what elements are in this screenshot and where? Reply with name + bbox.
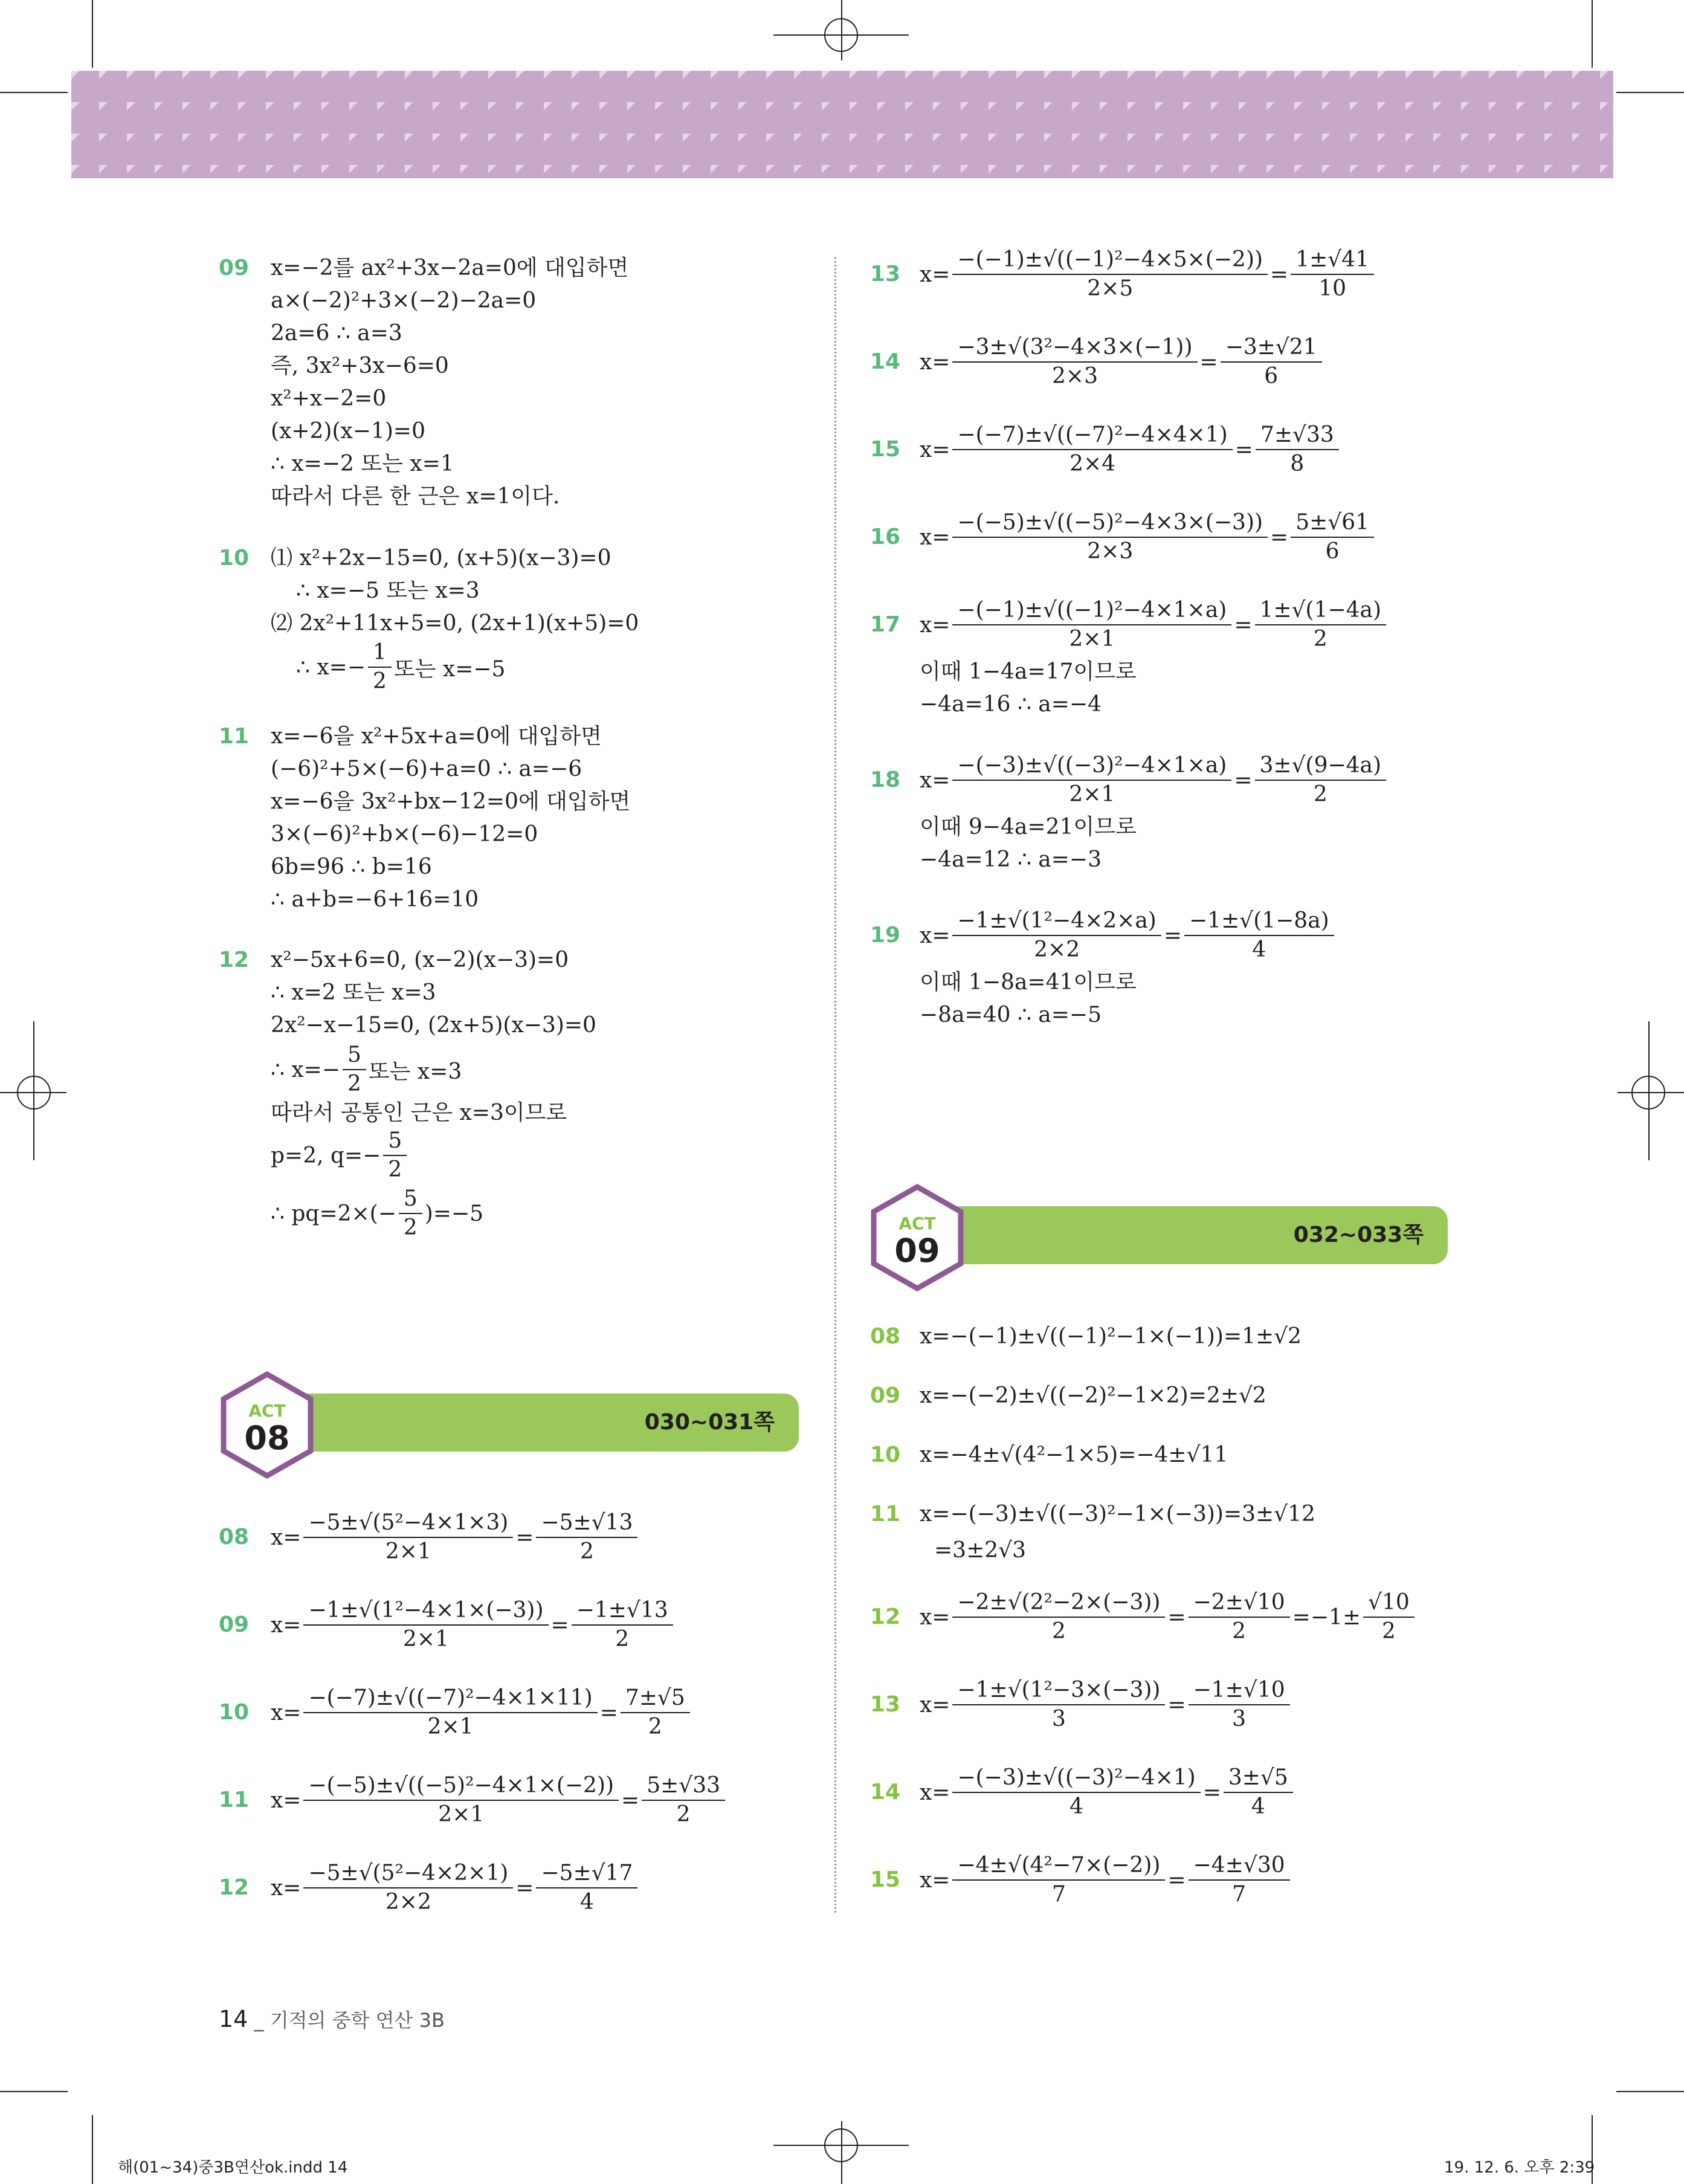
print-slug-file: 해(01~34)중3B연산ok.indd 14 xyxy=(118,2159,348,2177)
denominator: 2×1 xyxy=(403,1627,449,1652)
numerator: 7±√33 xyxy=(1256,421,1339,450)
book-title: 기적의 중학 연산 3B xyxy=(269,2009,445,2032)
text: x= xyxy=(271,1875,302,1901)
crop-mark xyxy=(1616,2091,1684,2092)
numerator: −(−7)±√((−7)²−4×4×1) xyxy=(952,421,1232,450)
denominator: 2 xyxy=(615,1627,630,1652)
solution-line: 2x²−x−15=0, (2x+5)(x−3)=0 xyxy=(271,1013,596,1038)
text: x= xyxy=(920,612,950,638)
crop-mark xyxy=(92,0,93,68)
text: 또는 x=3 xyxy=(368,1059,462,1084)
act-header-bar xyxy=(916,1206,1448,1264)
fraction xyxy=(1221,334,1322,390)
solution-line: x= $\frac{\text{−(−7)±√((−7)²−4×4×1)}}{2\times 4}$ = $\frac{7\pm√33}{8}$ xyxy=(920,422,1341,477)
numerator: −5±√13 xyxy=(536,1509,637,1538)
solution-line: x= $\frac{\text{−4±√(4²−7×(−2))}}{7}$ = $\frac{-4\pm√30}{7}$ xyxy=(920,1852,1292,1908)
problem-number: 19 xyxy=(870,923,901,948)
numerator: −1±√(1²−4×2×a) xyxy=(952,907,1161,936)
text: ∴ x=− xyxy=(296,654,366,680)
fraction xyxy=(303,1597,548,1653)
solution-line: x= $\frac{\text{−(−1)±√((−1)²−4×1×a)}}{2\times 1}$ = $\frac{1\pm√(1-4a)}{2}$ xyxy=(920,597,1389,653)
fraction xyxy=(1189,1676,1290,1733)
numerator: −(−5)±√((−5)²−4×3×(−3)) xyxy=(952,509,1268,538)
problem-number: 14 xyxy=(870,1780,901,1804)
denominator: 2 xyxy=(676,1802,691,1827)
crop-mark xyxy=(1592,0,1593,68)
problem-number: 15 xyxy=(870,437,901,462)
fraction xyxy=(343,1041,366,1098)
problem-number: 08 xyxy=(870,1324,901,1349)
solution-line: x=−(−2)±√((−2)²−1×2)=2±√2 xyxy=(920,1383,1266,1408)
solution-line: 따라서 공통인 근은 x=3이므로 xyxy=(271,1100,567,1125)
problem-number: 12 xyxy=(870,1604,901,1629)
numerator: −4±√30 xyxy=(1189,1852,1290,1881)
denominator: 2×3 xyxy=(1087,539,1134,564)
numerator: 3±√5 xyxy=(1224,1764,1293,1793)
text: )=−5 xyxy=(424,1201,484,1226)
solution-line: x²+x−2=0 xyxy=(271,386,387,411)
problem-number: 10 xyxy=(219,546,250,570)
crop-mark xyxy=(92,2115,93,2184)
numerator: 1 xyxy=(368,639,392,668)
problem-number: 09 xyxy=(870,1383,901,1408)
fraction xyxy=(536,1509,637,1566)
denominator: 2×1 xyxy=(438,1802,485,1827)
fraction xyxy=(952,1764,1200,1821)
numerator: −1±√13 xyxy=(572,1597,673,1626)
text: 또는 x=−5 xyxy=(393,656,506,682)
problem-number: 08 xyxy=(219,1525,250,1549)
act-header-bar xyxy=(266,1394,799,1452)
page-range: 030~031쪽 xyxy=(644,1410,775,1435)
fraction xyxy=(952,509,1268,566)
fraction xyxy=(572,1597,673,1653)
denominator: 2 xyxy=(648,1714,662,1739)
solution-line: ⑴ x²+2x−15=0, (x+5)(x−3)=0 xyxy=(271,546,611,570)
problem-number: 11 xyxy=(870,1502,901,1527)
fraction xyxy=(1255,752,1387,809)
fraction xyxy=(383,1127,407,1184)
act-badge xyxy=(869,1183,966,1292)
fraction xyxy=(1291,246,1374,303)
fraction xyxy=(1363,1589,1415,1646)
numerator: −(−7)±√((−7)²−4×1×11) xyxy=(303,1684,597,1713)
crop-mark xyxy=(33,1021,34,1160)
crop-mark xyxy=(0,2091,68,2092)
fraction xyxy=(303,1859,513,1916)
numerator: 7±√5 xyxy=(621,1684,690,1713)
denominator: 2 xyxy=(372,669,387,694)
text: ∴ x=− xyxy=(271,1057,340,1082)
numerator: −5±√(5²−4×2×1) xyxy=(303,1859,513,1888)
numerator: 5 xyxy=(383,1127,407,1156)
fraction xyxy=(1256,421,1339,478)
text: x= xyxy=(920,262,950,287)
fraction xyxy=(952,421,1232,478)
solution-line: 3×(−6)²+b×(−6)−12=0 xyxy=(271,822,538,847)
numerator: −4±√(4²−7×(−2)) xyxy=(952,1852,1165,1881)
text: x= xyxy=(271,1525,302,1550)
denominator: 8 xyxy=(1290,451,1305,476)
text: x= xyxy=(920,923,950,948)
problem-number: 12 xyxy=(219,948,250,972)
numerator: −2±√(2²−2×(−3)) xyxy=(952,1589,1165,1618)
fraction xyxy=(399,1185,422,1242)
solution-line: x= $\frac{\text{−5±√(5²−4×1×3)}}{2\times 1}$ = $\frac{-5\pm√13}{2}$ xyxy=(271,1510,640,1565)
denominator: 4 xyxy=(1251,1794,1265,1819)
denominator: 2 xyxy=(1232,1619,1247,1644)
numerator: 5±√61 xyxy=(1291,509,1374,538)
solution-line: x= $\frac{\text{−1±√(1²−4×2×a)}}{2\times 2}$ = $\frac{-1\pm√(1-8a)}{4}$ xyxy=(920,908,1337,963)
denominator: 2 xyxy=(1381,1619,1396,1644)
numerator: 5±√33 xyxy=(642,1772,725,1801)
fraction xyxy=(621,1684,690,1741)
numerator: −3±√21 xyxy=(1221,334,1322,363)
fraction xyxy=(303,1684,597,1741)
solution-line: x= $\frac{\text{−(−3)±√((−3)²−4×1)}}{4}$ = $\frac{3\pm√5}{4}$ xyxy=(920,1765,1295,1820)
solution-line: −4a=16 ∴ a=−4 xyxy=(920,692,1102,717)
separator: _ xyxy=(254,2009,264,2032)
fraction xyxy=(952,246,1268,303)
text: =−1± xyxy=(1292,1604,1361,1630)
numerator: √10 xyxy=(1363,1589,1415,1618)
numerator: −1±√(1²−3×(−3)) xyxy=(952,1676,1165,1705)
fraction xyxy=(303,1772,619,1829)
problem-number: 13 xyxy=(870,1692,901,1717)
denominator: 2 xyxy=(1313,627,1328,651)
solution-line: =3±2√3 xyxy=(934,1538,1026,1563)
crop-mark xyxy=(1648,1021,1650,1160)
denominator: 4 xyxy=(1069,1794,1084,1819)
denominator: 2×3 xyxy=(1052,364,1098,389)
act-label: ACT xyxy=(248,1401,286,1421)
fraction xyxy=(1184,907,1334,964)
numerator: −(−1)±√((−1)²−4×1×a) xyxy=(952,596,1231,625)
solution-line: 6b=96 ∴ b=16 xyxy=(271,855,432,879)
solution-line: 즉, 3x²+3x−6=0 xyxy=(271,354,449,378)
solution-line: a×(−2)²+3×(−2)−2a=0 xyxy=(271,288,537,313)
page-footer xyxy=(219,2005,445,2033)
solution-line: x= $\frac{\text{−1±√(1²−4×1×(−3))}}{2\times 1}$ = $\frac{-1\pm√13}{2}$ xyxy=(271,1597,676,1653)
denominator: 2 xyxy=(579,1539,594,1564)
fraction xyxy=(1255,596,1387,653)
denominator: 2×1 xyxy=(427,1714,474,1739)
fraction xyxy=(1189,1852,1290,1908)
solution-line: x=−(−3)±√((−3)²−1×(−3))=3±√12 xyxy=(920,1502,1315,1527)
denominator: 2×1 xyxy=(1069,782,1115,807)
problem-number: 13 xyxy=(870,262,901,286)
fraction xyxy=(368,639,392,696)
solution-line: x=−6을 x²+5x+a=0에 대입하면 xyxy=(271,724,602,749)
solution-line: x= $\frac{\text{−(−3)±√((−3)²−4×1×a)}}{2\times 1}$ = $\frac{3\pm√(9-4a)}{2}$ xyxy=(920,752,1389,808)
problem-number: 11 xyxy=(219,724,250,749)
fraction xyxy=(952,334,1197,390)
solution-line: x=−6을 3x²+bx−12=0에 대입하면 xyxy=(271,789,631,814)
denominator: 4 xyxy=(1252,937,1266,962)
solution-line: x=−4±√(4²−1×5)=−4±√11 xyxy=(920,1443,1228,1467)
numerator: −3±√(3²−4×3×(−1)) xyxy=(952,334,1197,363)
denominator: 2 xyxy=(347,1071,361,1096)
text: p=2, q=− xyxy=(271,1143,381,1168)
numerator: −(−3)±√((−3)²−4×1×a) xyxy=(952,752,1231,781)
solution-line xyxy=(296,639,505,695)
denominator: 6 xyxy=(1325,539,1340,564)
problem-number: 18 xyxy=(870,767,901,792)
solution-line xyxy=(271,1042,462,1097)
denominator: 2×1 xyxy=(385,1539,431,1564)
page-range: 032~033쪽 xyxy=(1293,1223,1424,1247)
text: ∴ pq=2×(− xyxy=(271,1201,396,1226)
act-number: 09 xyxy=(894,1232,940,1270)
numerator: −1±√(1−8a) xyxy=(1184,907,1334,936)
solution-line: x=−2를 ax²+3x−2a=0에 대입하면 xyxy=(271,256,629,280)
column-divider xyxy=(834,257,836,1913)
solution-line: x= $\frac{\text{−2±√(2²−2×(−3))}}{2}$ = $\frac{-2\pm√10}{2}$ =−1± $\frac{√10}{2}$ xyxy=(920,1589,1417,1645)
problem-number: 14 xyxy=(870,349,901,374)
solution-line xyxy=(271,1128,409,1183)
crop-mark xyxy=(841,0,842,60)
solution-line: −8a=40 ∴ a=−5 xyxy=(920,1003,1102,1027)
problem-number: 10 xyxy=(870,1443,901,1467)
text: x= xyxy=(920,349,950,375)
denominator: 2×1 xyxy=(1069,627,1115,651)
fraction xyxy=(952,752,1231,809)
print-slug-date: 19. 12. 6. 오후 2:39 xyxy=(1444,2159,1595,2177)
crop-mark xyxy=(1616,92,1684,93)
problem-number: 11 xyxy=(219,1788,250,1812)
fraction xyxy=(1291,509,1374,566)
denominator: 7 xyxy=(1052,1882,1066,1907)
numerator: −(−5)±√((−5)²−4×1×(−2)) xyxy=(303,1772,619,1801)
denominator: 2 xyxy=(1052,1619,1066,1644)
problem-number: 09 xyxy=(219,1612,250,1637)
text: x= xyxy=(920,1604,950,1630)
solution-line: ⑵ 2x²+11x+5=0, (2x+1)(x+5)=0 xyxy=(271,611,639,636)
fraction xyxy=(1189,1589,1290,1646)
fraction xyxy=(1224,1764,1293,1821)
fraction xyxy=(536,1859,637,1916)
numerator: −5±√(5²−4×1×3) xyxy=(303,1509,513,1538)
solution-line: 이때 1−4a=17이므로 xyxy=(920,659,1137,684)
denominator: 2×4 xyxy=(1069,451,1116,476)
numerator: 3±√(9−4a) xyxy=(1255,752,1387,781)
solution-line: x²−5x+6=0, (x−2)(x−3)=0 xyxy=(271,948,569,972)
fraction xyxy=(303,1509,513,1566)
denominator: 2×5 xyxy=(1087,276,1134,301)
solution-line: x= $\frac{\text{−(−5)±√((−5)²−4×1×(−2))}}{2\times 1}$ = $\frac{5\pm√33}{2}$ xyxy=(271,1772,727,1828)
problem-number: 09 xyxy=(219,256,250,280)
solution-line xyxy=(271,1186,483,1241)
fraction xyxy=(952,907,1161,964)
problem-number: 17 xyxy=(870,612,901,637)
text: x= xyxy=(271,1700,302,1725)
fraction xyxy=(952,596,1231,653)
text: x= xyxy=(920,525,950,550)
act-number: 08 xyxy=(244,1419,290,1457)
problem-number: 10 xyxy=(219,1700,250,1725)
text: x= xyxy=(920,437,950,462)
text: x= xyxy=(920,1867,950,1893)
solution-line: x= $\frac{\text{−(−1)±√((−1)²−4×5×(−2))}}{2\times 5}$ = $\frac{1\pm√41}{10}$ xyxy=(920,247,1376,302)
numerator: −1±√10 xyxy=(1189,1676,1290,1705)
page-number: 14 xyxy=(219,2006,248,2032)
solution-line: ∴ x=2 또는 x=3 xyxy=(271,980,436,1005)
numerator: −(−3)±√((−3)²−4×1) xyxy=(952,1764,1200,1793)
crop-mark xyxy=(1618,1092,1684,1093)
denominator: 2 xyxy=(1313,782,1328,807)
solution-line: (−6)²+5×(−6)+a=0 ∴ a=−6 xyxy=(271,757,582,781)
solution-line: x= $\frac{\text{−5±√(5²−4×2×1)}}{2\times 2}$ = $\frac{-5\pm√17}{4}$ xyxy=(271,1860,640,1916)
numerator: −5±√17 xyxy=(536,1859,637,1888)
solution-line: −4a=12 ∴ a=−3 xyxy=(920,847,1102,872)
header-banner xyxy=(71,71,1613,178)
solution-line: 따라서 다른 한 근은 x=1이다. xyxy=(271,484,560,509)
fraction xyxy=(952,1852,1165,1908)
text: x= xyxy=(920,1780,950,1805)
solution-line: ∴ a+b=−6+16=10 xyxy=(271,887,479,912)
text: x= xyxy=(271,1612,302,1638)
fraction xyxy=(642,1772,725,1829)
numerator: 5 xyxy=(343,1041,366,1070)
fraction xyxy=(952,1589,1165,1646)
numerator: −1±√(1²−4×1×(−3)) xyxy=(303,1597,548,1626)
fraction xyxy=(952,1676,1165,1733)
solution-line: 이때 1−8a=41이므로 xyxy=(920,970,1137,995)
denominator: 6 xyxy=(1264,364,1279,389)
numerator: −2±√10 xyxy=(1189,1589,1290,1618)
solution-line: ∴ x=−2 또는 x=1 xyxy=(271,451,454,476)
solution-line: x=−(−1)±√((−1)²−1×(−1))=1±√2 xyxy=(920,1324,1302,1349)
denominator: 3 xyxy=(1232,1707,1247,1731)
denominator: 2×2 xyxy=(385,1890,431,1914)
crop-mark xyxy=(841,2121,842,2184)
numerator: 1±√41 xyxy=(1291,246,1374,275)
text: x= xyxy=(920,767,950,793)
numerator: 5 xyxy=(399,1185,422,1214)
denominator: 4 xyxy=(579,1890,594,1914)
solution-line: x= $\frac{\text{−1±√(1²−3×(−3))}}{3}$ = $\frac{-1\pm√10}{3}$ xyxy=(920,1677,1292,1733)
denominator: 3 xyxy=(1052,1707,1066,1731)
problem-number: 15 xyxy=(870,1867,901,1892)
problem-number: 16 xyxy=(870,525,901,549)
numerator: −(−1)±√((−1)²−4×5×(−2)) xyxy=(952,246,1268,275)
denominator: 2 xyxy=(403,1215,418,1240)
solution-line: x= $\frac{\text{−3±√(3²−4×3×(−1))}}{2\times 3}$ = $\frac{-3\pm√21}{6}$ xyxy=(920,334,1324,390)
denominator: 10 xyxy=(1318,276,1347,301)
solution-line: x= $\frac{\text{−(−7)±√((−7)²−4×1×11)}}{2\times 1}$ = $\frac{7\pm√5}{2}$ xyxy=(271,1685,692,1740)
text: x= xyxy=(920,1692,950,1717)
text: x= xyxy=(271,1788,302,1813)
solution-line: ∴ x=−5 또는 x=3 xyxy=(296,578,480,603)
numerator: 1±√(1−4a) xyxy=(1255,596,1387,625)
solution-line: (x+2)(x−1)=0 xyxy=(271,419,425,444)
crop-mark xyxy=(0,92,68,93)
solution-line: 이때 9−4a=21이므로 xyxy=(920,815,1137,839)
denominator: 2 xyxy=(388,1157,402,1182)
denominator: 2×2 xyxy=(1034,937,1080,962)
solution-line: 2a=6 ∴ a=3 xyxy=(271,321,402,346)
solution-line: x= $\frac{\text{−(−5)±√((−5)²−4×3×(−3))}}{2\times 3}$ = $\frac{5\pm√61}{6}$ xyxy=(920,509,1376,565)
problem-number: 12 xyxy=(219,1875,250,1900)
act-badge xyxy=(219,1371,315,1479)
act-label: ACT xyxy=(898,1213,936,1233)
denominator: 7 xyxy=(1232,1882,1247,1907)
